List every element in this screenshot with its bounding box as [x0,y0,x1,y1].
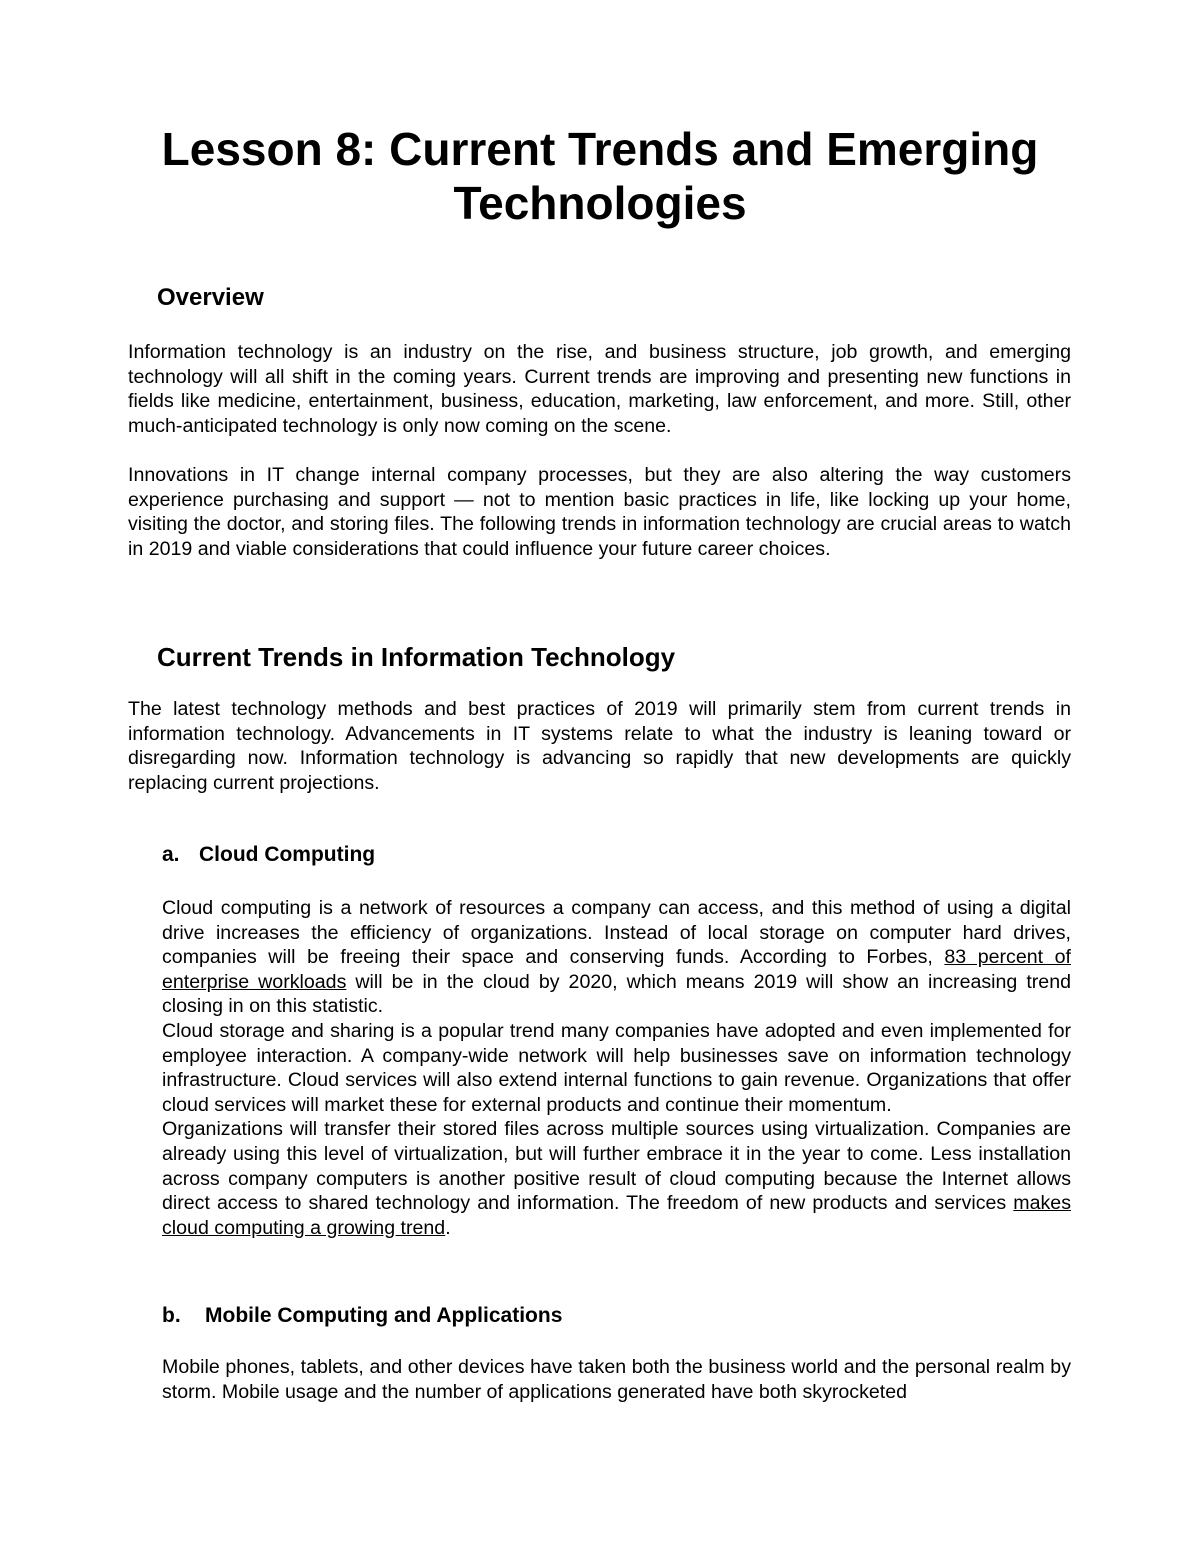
cloud-paragraph-1-text-start: Cloud computing is a network of resources a company can access, and this method of using a digital drive increases the efficiency of organizations. Instead of local storage on computer hard drives, companies will be freeing their space and conserving funds. According to Forbes, [162,897,1071,969]
cloud-paragraph-3-text-start: Organizations will transfer their stored files across multiple sources using virtualization. Companies are already using this level of virtualization, but will further embrace it in the year to come. Less installation across company computers is another positive result of cloud computing because the Internet allows direct access to shared technology and information. The freedom of new products and services [162,1118,1071,1215]
mobile-computing-title: Mobile Computing and Applications [205,1304,563,1327]
mobile-paragraph-1: Mobile phones, tablets, and other devices have taken both the business world and the personal realm by storm. Mobile usage and the number of applications generated have both skyrocketed [162,1356,1071,1403]
cloud-paragraph-2: Cloud storage and sharing is a popular trend many companies have adopted and even implemented for employee interaction. A company-wide network will help businesses save on information technology infrastructure. Cloud services will also extend internal functions to gain revenue. Organizations that offer cloud services will market these for external products and continue their momentum. [162,1019,1071,1116]
current-trends-paragraph: The latest technology methods and best practices of 2019 will primarily stem from current trends in information technology. Advancements in IT systems relate to what the industry is leaning toward or disregarding now. Information technology is advancing so rapidly that new developments are quickly replacing current projections. [128,698,1071,794]
cloud-paragraph-3-text-end: . [445,1216,451,1239]
page-title: Lesson 8: Current Trends and Emerging Technologies [161,123,1039,229]
cloud-computing-heading [162,842,375,868]
growing-trend-link[interactable]: makes cloud computing a growing trend [162,1192,1071,1239]
current-trends-heading: Current Trends in Information Technology [157,642,676,672]
cloud-paragraph-1-text-end: will be in the cloud by 2020, which means 2019 will show an increasing trend closing in on this statistic. [162,970,1071,1018]
list-letter-a: a. [162,843,180,866]
cloud-paragraph-1 [162,896,1071,1019]
cloud-paragraph-3 [162,1117,1071,1240]
overview-paragraph-2: Innovations in IT change internal company processes, but they are also altering the way customers experience purchasing and support — not to mention basic practices in life, like locking up your home, visiting the doctor, and storing files. The following trends in information technology are crucial areas to watch in 2019 and viable considerations that could influence your future career choices. [128,464,1071,560]
mobile-computing-heading [162,1303,562,1329]
overview-heading: Overview [157,284,264,311]
forbes-statistic-link[interactable]: 83 percent of enterprise workloads [162,946,1071,993]
cloud-computing-title: Cloud Computing [199,843,376,866]
cloud-computing-body [162,896,1071,1240]
list-letter-b: b. [162,1304,181,1327]
overview-paragraph-1: Information technology is an industry on the rise, and business structure, job growth, and emerging technology will all shift in the coming years. Current trends are improving and presenting new functions in fields like medicine, entertainment, business, education, marketing, law enforcement, and more. Still, other much-anticipated technology is only now coming on the scene. [128,341,1071,437]
